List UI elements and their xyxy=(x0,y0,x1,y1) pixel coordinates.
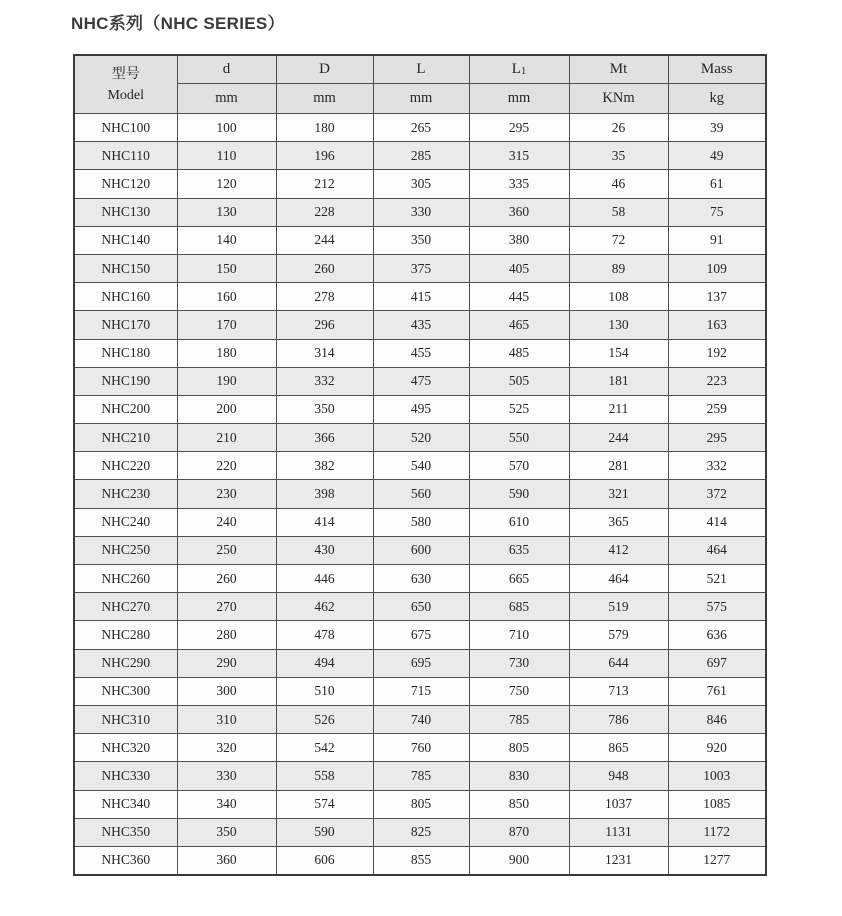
value-cell: 542 xyxy=(276,734,373,762)
value-cell: 332 xyxy=(276,367,373,395)
table-row xyxy=(74,649,766,677)
value-cell: 89 xyxy=(569,254,668,282)
value-cell: 228 xyxy=(276,198,373,226)
value-cell: 210 xyxy=(177,424,276,452)
value-cell: 710 xyxy=(469,621,569,649)
value-cell: 230 xyxy=(177,480,276,508)
value-cell: 740 xyxy=(373,705,469,733)
value-cell: 464 xyxy=(569,565,668,593)
value-cell: 494 xyxy=(276,649,373,677)
value-cell: 520 xyxy=(373,424,469,452)
model-cell: NHC250 xyxy=(74,536,177,564)
value-cell: 315 xyxy=(469,142,569,170)
value-cell: 180 xyxy=(177,339,276,367)
value-cell: 415 xyxy=(373,283,469,311)
value-cell: 1037 xyxy=(569,790,668,818)
value-cell: 558 xyxy=(276,762,373,790)
value-cell: 412 xyxy=(569,536,668,564)
model-cell: NHC150 xyxy=(74,254,177,282)
column-unit-l1: mm xyxy=(469,84,569,114)
column-header-mass: Mass xyxy=(668,55,766,84)
table-row xyxy=(74,339,766,367)
model-cell: NHC210 xyxy=(74,424,177,452)
value-cell: 372 xyxy=(668,480,766,508)
value-cell: 35 xyxy=(569,142,668,170)
value-cell: 485 xyxy=(469,339,569,367)
value-cell: 244 xyxy=(569,424,668,452)
model-label-en: Model xyxy=(107,87,145,103)
model-cell: NHC280 xyxy=(74,621,177,649)
model-cell: NHC110 xyxy=(74,142,177,170)
table-row xyxy=(74,593,766,621)
value-cell: 350 xyxy=(373,226,469,254)
value-cell: 713 xyxy=(569,677,668,705)
table-row xyxy=(74,734,766,762)
value-cell: 192 xyxy=(668,339,766,367)
model-cell: NHC300 xyxy=(74,677,177,705)
value-cell: 280 xyxy=(177,621,276,649)
value-cell: 137 xyxy=(668,283,766,311)
value-cell: 1085 xyxy=(668,790,766,818)
value-cell: 75 xyxy=(668,198,766,226)
value-cell: 464 xyxy=(668,536,766,564)
model-cell: NHC320 xyxy=(74,734,177,762)
value-cell: 259 xyxy=(668,395,766,423)
model-cell: NHC100 xyxy=(74,114,177,142)
column-header-l1: $L_1$ xyxy=(469,55,569,84)
value-cell: 160 xyxy=(177,283,276,311)
value-cell: 285 xyxy=(373,142,469,170)
value-cell: 281 xyxy=(569,452,668,480)
value-cell: 685 xyxy=(469,593,569,621)
model-cell: NHC340 xyxy=(74,790,177,818)
value-cell: 414 xyxy=(276,508,373,536)
value-cell: 240 xyxy=(177,508,276,536)
value-cell: 414 xyxy=(668,508,766,536)
value-cell: 846 xyxy=(668,705,766,733)
value-cell: 446 xyxy=(276,565,373,593)
value-cell: 72 xyxy=(569,226,668,254)
value-cell: 870 xyxy=(469,818,569,846)
value-cell: 130 xyxy=(177,198,276,226)
value-cell: 46 xyxy=(569,170,668,198)
value-cell: 435 xyxy=(373,311,469,339)
table-row xyxy=(74,762,766,790)
value-cell: 100 xyxy=(177,114,276,142)
model-cell: NHC290 xyxy=(74,649,177,677)
value-cell: 805 xyxy=(373,790,469,818)
value-cell: 1231 xyxy=(569,846,668,875)
value-cell: 91 xyxy=(668,226,766,254)
value-cell: 462 xyxy=(276,593,373,621)
value-cell: 108 xyxy=(569,283,668,311)
value-cell: 223 xyxy=(668,367,766,395)
table-row xyxy=(74,170,766,198)
value-cell: 300 xyxy=(177,677,276,705)
value-cell: 260 xyxy=(177,565,276,593)
value-cell: 805 xyxy=(469,734,569,762)
table-row xyxy=(74,114,766,142)
table-row xyxy=(74,508,766,536)
value-cell: 39 xyxy=(668,114,766,142)
value-cell: 570 xyxy=(469,452,569,480)
value-cell: 296 xyxy=(276,311,373,339)
column-header-d: d xyxy=(177,55,276,84)
value-cell: 244 xyxy=(276,226,373,254)
value-cell: 478 xyxy=(276,621,373,649)
header-unit-row xyxy=(74,84,766,114)
value-cell: 332 xyxy=(668,452,766,480)
value-cell: 580 xyxy=(373,508,469,536)
value-cell: 519 xyxy=(569,593,668,621)
value-cell: 510 xyxy=(276,677,373,705)
table-header xyxy=(74,55,766,114)
value-cell: 630 xyxy=(373,565,469,593)
model-cell: NHC220 xyxy=(74,452,177,480)
value-cell: 1003 xyxy=(668,762,766,790)
value-cell: 606 xyxy=(276,846,373,875)
value-cell: 163 xyxy=(668,311,766,339)
column-unit-l: mm xyxy=(373,84,469,114)
column-header-dd: D xyxy=(276,55,373,84)
value-cell: 200 xyxy=(177,395,276,423)
value-cell: 398 xyxy=(276,480,373,508)
value-cell: 1131 xyxy=(569,818,668,846)
table-row xyxy=(74,480,766,508)
value-cell: 575 xyxy=(668,593,766,621)
value-cell: 360 xyxy=(469,198,569,226)
value-cell: 715 xyxy=(373,677,469,705)
table-row xyxy=(74,424,766,452)
value-cell: 855 xyxy=(373,846,469,875)
value-cell: 825 xyxy=(373,818,469,846)
value-cell: 579 xyxy=(569,621,668,649)
table-row xyxy=(74,367,766,395)
value-cell: 900 xyxy=(469,846,569,875)
value-cell: 475 xyxy=(373,367,469,395)
table-row xyxy=(74,705,766,733)
model-label-zh: 型号 xyxy=(111,66,140,82)
value-cell: 610 xyxy=(469,508,569,536)
value-cell: 526 xyxy=(276,705,373,733)
value-cell: 505 xyxy=(469,367,569,395)
value-cell: 120 xyxy=(177,170,276,198)
value-cell: 697 xyxy=(668,649,766,677)
value-cell: 250 xyxy=(177,536,276,564)
value-cell: 430 xyxy=(276,536,373,564)
value-cell: 540 xyxy=(373,452,469,480)
value-cell: 465 xyxy=(469,311,569,339)
table-row xyxy=(74,452,766,480)
page-title: NHC系列（NHC SERIES） xyxy=(71,14,285,33)
value-cell: 170 xyxy=(177,311,276,339)
value-cell: 644 xyxy=(569,649,668,677)
model-cell: NHC190 xyxy=(74,367,177,395)
value-cell: 310 xyxy=(177,705,276,733)
value-cell: 600 xyxy=(373,536,469,564)
value-cell: 278 xyxy=(276,283,373,311)
value-cell: 154 xyxy=(569,339,668,367)
value-cell: 320 xyxy=(177,734,276,762)
value-cell: 675 xyxy=(373,621,469,649)
value-cell: 350 xyxy=(177,818,276,846)
model-cell: NHC310 xyxy=(74,705,177,733)
table-row xyxy=(74,677,766,705)
table-row xyxy=(74,283,766,311)
table-row xyxy=(74,790,766,818)
value-cell: 865 xyxy=(569,734,668,762)
table-row xyxy=(74,536,766,564)
table-row xyxy=(74,395,766,423)
value-cell: 366 xyxy=(276,424,373,452)
model-cell: NHC270 xyxy=(74,593,177,621)
model-cell: NHC170 xyxy=(74,311,177,339)
value-cell: 110 xyxy=(177,142,276,170)
table-row xyxy=(74,254,766,282)
value-cell: 295 xyxy=(469,114,569,142)
value-cell: 695 xyxy=(373,649,469,677)
value-cell: 574 xyxy=(276,790,373,818)
value-cell: 211 xyxy=(569,395,668,423)
value-cell: 380 xyxy=(469,226,569,254)
value-cell: 920 xyxy=(668,734,766,762)
model-cell: NHC120 xyxy=(74,170,177,198)
value-cell: 785 xyxy=(373,762,469,790)
value-cell: 49 xyxy=(668,142,766,170)
value-cell: 455 xyxy=(373,339,469,367)
value-cell: 305 xyxy=(373,170,469,198)
column-unit-dd: mm xyxy=(276,84,373,114)
value-cell: 196 xyxy=(276,142,373,170)
value-cell: 761 xyxy=(668,677,766,705)
table-row xyxy=(74,142,766,170)
column-unit-mt: KNm xyxy=(569,84,668,114)
value-cell: 350 xyxy=(276,395,373,423)
column-unit-d: mm xyxy=(177,84,276,114)
value-cell: 270 xyxy=(177,593,276,621)
header-symbol-row xyxy=(74,55,766,84)
value-cell: 360 xyxy=(177,846,276,875)
table-row xyxy=(74,311,766,339)
value-cell: 830 xyxy=(469,762,569,790)
value-cell: 335 xyxy=(469,170,569,198)
value-cell: 150 xyxy=(177,254,276,282)
value-cell: 290 xyxy=(177,649,276,677)
value-cell: 850 xyxy=(469,790,569,818)
model-cell: NHC350 xyxy=(74,818,177,846)
value-cell: 590 xyxy=(469,480,569,508)
value-cell: 445 xyxy=(469,283,569,311)
value-cell: 760 xyxy=(373,734,469,762)
value-cell: 650 xyxy=(373,593,469,621)
table-body xyxy=(74,114,766,876)
value-cell: 180 xyxy=(276,114,373,142)
model-cell: NHC360 xyxy=(74,846,177,875)
table-row xyxy=(74,621,766,649)
value-cell: 550 xyxy=(469,424,569,452)
value-cell: 365 xyxy=(569,508,668,536)
model-cell: NHC200 xyxy=(74,395,177,423)
nhc-spec-table xyxy=(73,54,767,876)
value-cell: 382 xyxy=(276,452,373,480)
value-cell: 314 xyxy=(276,339,373,367)
model-cell: NHC130 xyxy=(74,198,177,226)
model-cell: NHC230 xyxy=(74,480,177,508)
value-cell: 1172 xyxy=(668,818,766,846)
value-cell: 321 xyxy=(569,480,668,508)
model-cell: NHC240 xyxy=(74,508,177,536)
value-cell: 220 xyxy=(177,452,276,480)
model-cell: NHC330 xyxy=(74,762,177,790)
value-cell: 109 xyxy=(668,254,766,282)
table-row xyxy=(74,198,766,226)
value-cell: 140 xyxy=(177,226,276,254)
value-cell: 181 xyxy=(569,367,668,395)
value-cell: 61 xyxy=(668,170,766,198)
value-cell: 730 xyxy=(469,649,569,677)
table-row xyxy=(74,565,766,593)
value-cell: 26 xyxy=(569,114,668,142)
value-cell: 636 xyxy=(668,621,766,649)
value-cell: 665 xyxy=(469,565,569,593)
model-cell: NHC260 xyxy=(74,565,177,593)
value-cell: 330 xyxy=(177,762,276,790)
model-cell: NHC140 xyxy=(74,226,177,254)
column-header-l: L xyxy=(373,55,469,84)
value-cell: 212 xyxy=(276,170,373,198)
value-cell: 405 xyxy=(469,254,569,282)
value-cell: 525 xyxy=(469,395,569,423)
column-header-model xyxy=(74,55,177,114)
value-cell: 58 xyxy=(569,198,668,226)
value-cell: 295 xyxy=(668,424,766,452)
value-cell: 260 xyxy=(276,254,373,282)
table-row xyxy=(74,846,766,875)
value-cell: 590 xyxy=(276,818,373,846)
value-cell: 750 xyxy=(469,677,569,705)
value-cell: 340 xyxy=(177,790,276,818)
value-cell: 560 xyxy=(373,480,469,508)
value-cell: 375 xyxy=(373,254,469,282)
value-cell: 330 xyxy=(373,198,469,226)
value-cell: 785 xyxy=(469,705,569,733)
column-unit-mass: kg xyxy=(668,84,766,114)
value-cell: 265 xyxy=(373,114,469,142)
value-cell: 786 xyxy=(569,705,668,733)
table-row xyxy=(74,226,766,254)
model-cell: NHC180 xyxy=(74,339,177,367)
table-row xyxy=(74,818,766,846)
column-header-mt: Mt xyxy=(569,55,668,84)
model-cell: NHC160 xyxy=(74,283,177,311)
value-cell: 130 xyxy=(569,311,668,339)
value-cell: 521 xyxy=(668,565,766,593)
value-cell: 190 xyxy=(177,367,276,395)
value-cell: 948 xyxy=(569,762,668,790)
value-cell: 495 xyxy=(373,395,469,423)
value-cell: 635 xyxy=(469,536,569,564)
value-cell: 1277 xyxy=(668,846,766,875)
